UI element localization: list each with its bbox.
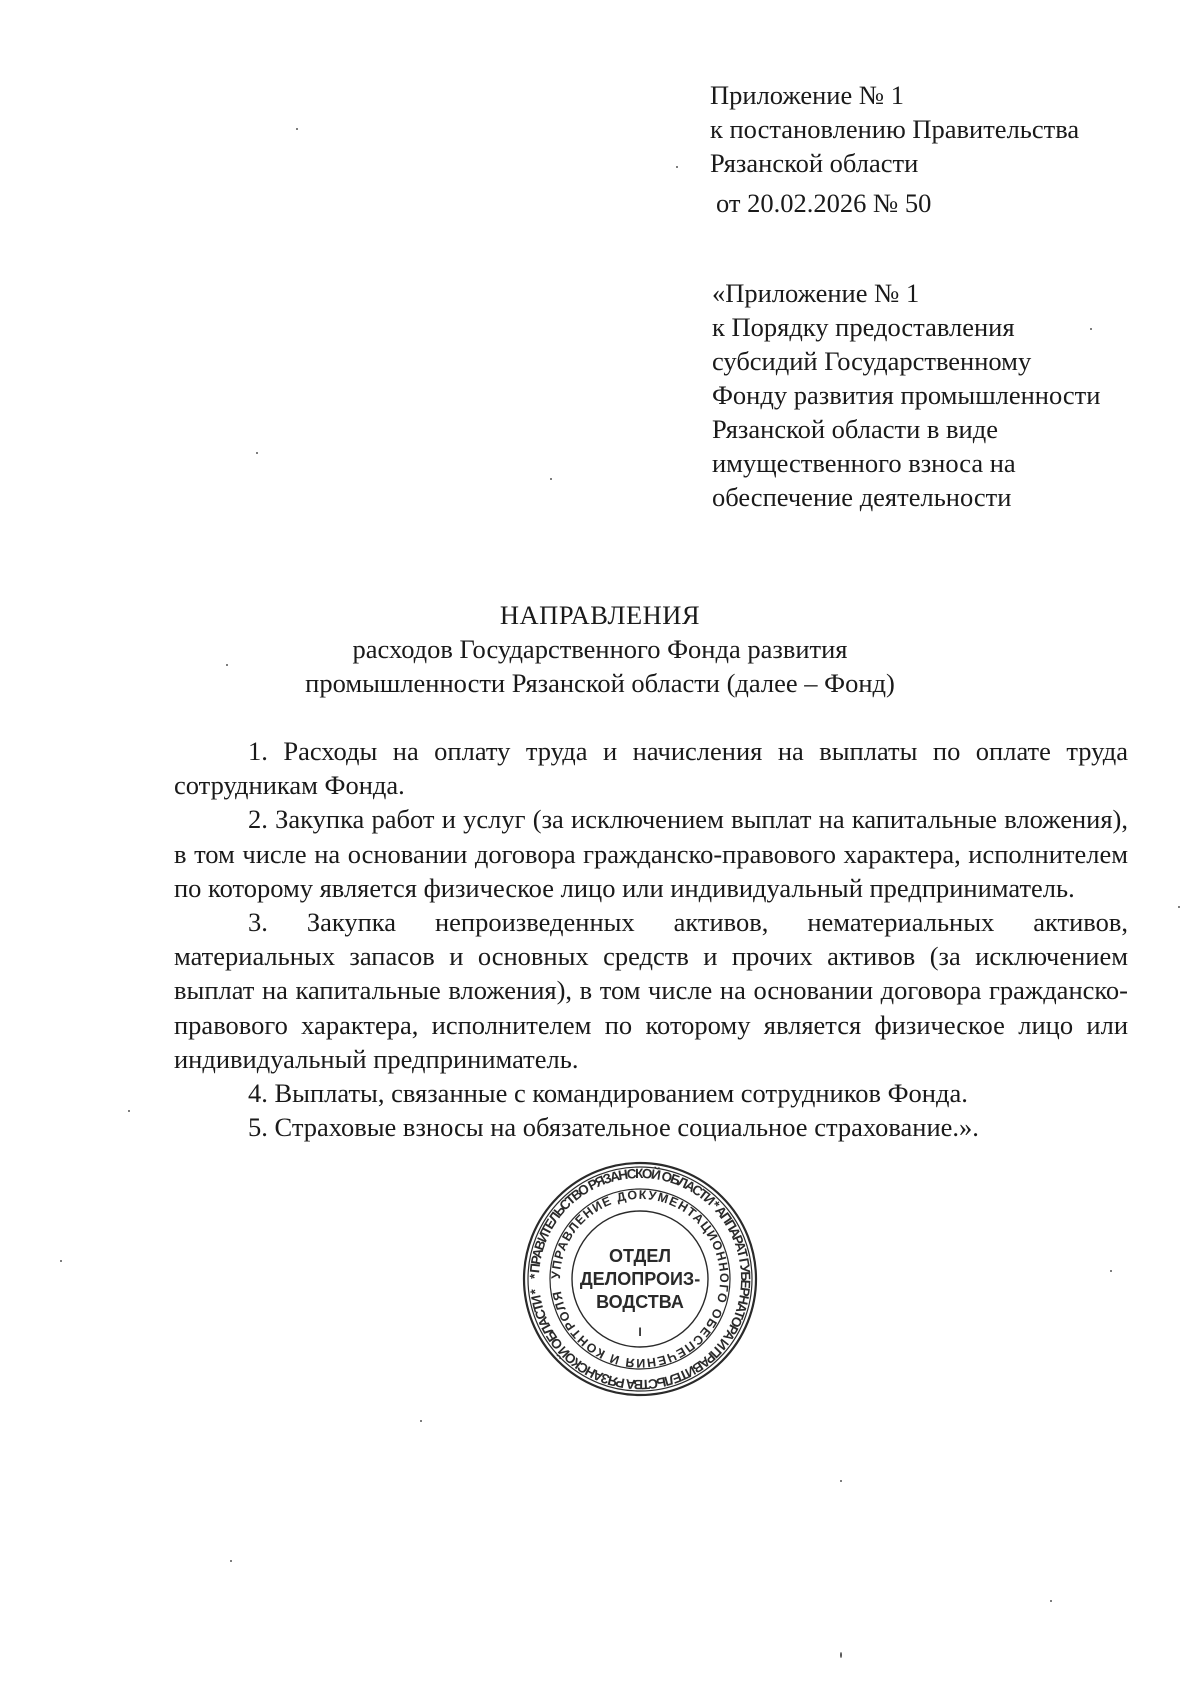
procedure-header-line: к Порядку предоставления (712, 312, 1015, 342)
procedure-header-line: Рязанской области в виде (712, 414, 998, 444)
procedure-header-line: «Приложение № 1 (712, 278, 920, 308)
appendix-header-line: к постановлению Правительства (710, 114, 1080, 144)
list-item: 4. Выплаты, связанные с командированием сотрудников Фонда. (248, 1078, 968, 1109)
procedure-header-line: Фонду развития промышленности (712, 380, 1101, 410)
official-seal (521, 1160, 759, 1398)
title-subtitle-line: промышленности Рязанской области (далее – Фонд) (305, 668, 895, 698)
title-subtitle-line: расходов Государственного Фонда развития (352, 634, 848, 664)
seal-center-line: ВОДСТВА (596, 1292, 684, 1312)
seal-number: I (638, 1325, 642, 1339)
scan-speck (226, 664, 228, 666)
scan-speck (840, 1480, 842, 1482)
scan-speck (420, 1420, 422, 1422)
scan-speck (1178, 906, 1180, 908)
title-heading: НАПРАВЛЕНИЯ (499, 600, 701, 630)
scan-speck (60, 1260, 62, 1262)
scan-speck (230, 1560, 232, 1562)
list-item: 1. Расходы на оплату труда и начисления на выплаты по оплате труда сотрудникам Фонда. (174, 736, 1128, 801)
appendix-header-line: Приложение № 1 (710, 80, 905, 110)
scan-speck (296, 128, 298, 130)
document-title (0, 598, 1200, 700)
scan-speck (1110, 1270, 1112, 1272)
list-item: 2. Закупка работ и услуг (за исключением выплат на капитальные вложения), в том числе на основании договора гражданско-правового характера, исполнителем по которому является физическое лицо или индивидуальный предприниматель. (174, 804, 1128, 903)
appendix-date-line: от 20.02.2026 № 50 (716, 188, 932, 218)
scan-speck (550, 478, 552, 480)
scan-speck (840, 1652, 842, 1658)
appendix-header-line: Рязанской области (710, 148, 919, 178)
list-item: 3. Закупка непроизведенных активов, нематериальных активов, материальных запасов и основных средств и прочих активов (за исключением выплат на капитальные вложения), в том числе на основании договора гражданско-правового характера, исполнителем по которому является физическое лицо или индивидуальный предприниматель. (174, 907, 1128, 1074)
scan-speck (128, 1110, 130, 1112)
procedure-header-line: обеспечение деятельности (712, 482, 1012, 512)
list-item: 5. Страховые взносы на обязательное социальное страхование.». (248, 1112, 979, 1143)
seal-ring-text: * ПРАВИТЕЛЬСТВО РЯЗАНСКОЙ ОБЛАСТИ * АППАРАТ ГУБЕРНАТОРА И ПРАВИТЕЛЬСТВА РЯЗАНСКОЙ ОБЛАСТИ * (526, 1165, 754, 1393)
scan-speck (256, 452, 258, 454)
scan-speck (1090, 328, 1092, 330)
seal-center-line: ДЕЛОПРОИЗ- (579, 1269, 701, 1289)
scan-speck (676, 166, 678, 168)
procedure-header-line: имущественного взноса на (712, 448, 1016, 478)
scan-speck (1050, 1600, 1052, 1602)
procedure-header (712, 276, 1100, 514)
seal-center-line: ОТДЕЛ (608, 1246, 672, 1266)
seal-inner-ring-text: УПРАВЛЕНИЕ ДОКУМЕНТАЦИОННОГО ОБЕСПЕЧЕНИЯ И КОНТРОЛЯ (548, 1187, 732, 1371)
expense-list (174, 734, 1128, 1144)
procedure-header-line: субсидий Государственному (712, 346, 1032, 376)
appendix-header (710, 78, 1079, 220)
